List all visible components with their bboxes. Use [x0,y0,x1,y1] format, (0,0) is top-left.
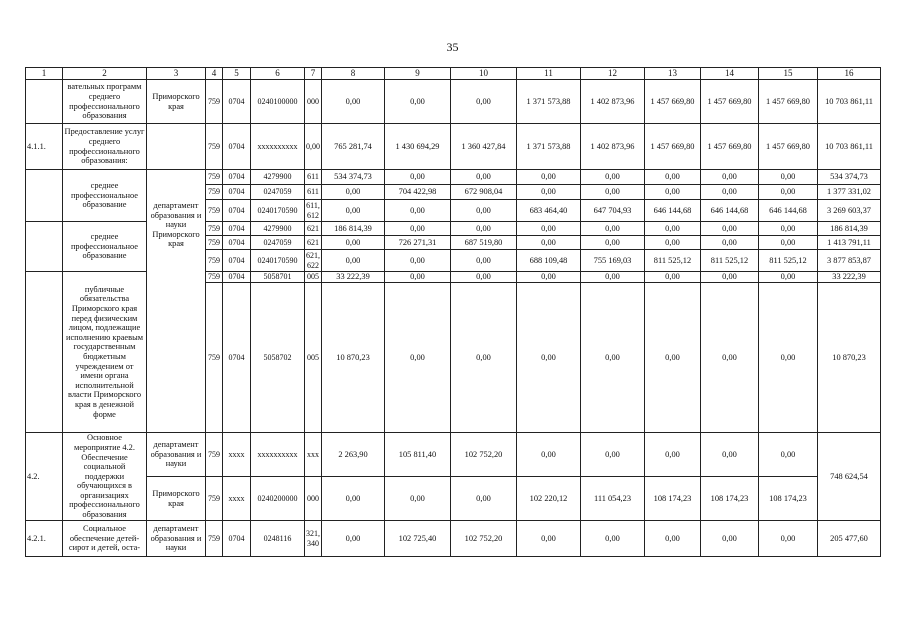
cell-total: 3 877 853,87 [818,250,881,272]
cell-value: 0,00 [581,272,645,283]
col-header: 9 [385,68,451,80]
cell-csr: 0240170590 [251,200,305,222]
cell-name: среднее профессиональное образование [63,170,147,222]
cell-value: 0,00 [451,200,517,222]
cell-rzpr: 0704 [223,170,251,185]
cell-grbs: 759 [206,283,223,433]
cell-csr: 0240100000 [251,80,305,124]
cell-value: 1 457 669,80 [701,80,759,124]
cell-value: 726 271,31 [385,236,451,250]
cell-vr: 611, 612 [306,200,320,220]
cell-rzpr: 0704 [223,200,251,222]
cell-name: Основное мероприятие 4.2. Обеспечение социальной поддержки обучающихся в организациях профессионального образования [63,433,147,521]
cell-value: 0,00 [385,170,451,185]
col-header: 13 [645,68,701,80]
cell-executor [147,124,206,170]
cell-name: Предоставление услуг среднего профессионального образования: [63,124,147,170]
cell-executor: департамент образования и науки [147,433,206,477]
cell-csr: 4279900 [251,170,305,185]
cell-value: 0,00 [701,521,759,557]
cell-value: 1 457 669,80 [759,80,818,124]
cell-value: 0,00 [385,222,451,236]
cell-value: 0,00 [385,283,451,433]
cell-rzpr: 0704 [223,250,251,272]
cell-value: 0,00 [322,477,385,521]
header-row [26,68,881,80]
cell-value: 0,00 [322,521,385,557]
cell-rzpr: 0704 [223,185,251,200]
cell-grbs: 759 [206,80,223,124]
cell-value: 0,00 [322,185,385,200]
col-header: 16 [818,68,881,80]
cell-grbs: 759 [206,170,223,185]
cell-value: 10 870,23 [322,283,385,433]
cell-value: 0,00 [759,222,818,236]
cell-value: 0,00 [517,272,581,283]
cell-value: 1 402 873,96 [581,80,645,124]
cell-rzpr: 0704 [223,124,251,170]
cell-rzpr: 0704 [223,222,251,236]
cell-value: 0,00 [759,272,818,283]
cell-value: 0,00 [517,236,581,250]
cell-value: 811 525,12 [701,250,759,272]
cell-num: 4.1.1. [26,124,63,170]
cell-csr: 0247059 [251,185,305,200]
col-header: 11 [517,68,581,80]
cell-value: 0,00 [701,283,759,433]
table-row [26,521,881,557]
cell-value: 704 422,98 [385,185,451,200]
cell-value: 683 464,40 [517,200,581,222]
cell-name: публичные обязательства Приморского края перед физическим лицом, подлежащие исполнению краевым государственным бюджетным учреждением от имени органа исполнительной власти Приморского края в денежной форме [63,272,147,433]
cell-num: 4.2.1. [26,521,63,557]
cell-rzpr: 0704 [223,80,251,124]
cell-value: 111 054,23 [581,477,645,521]
cell-value: 1 457 669,80 [645,80,701,124]
col-header: 1 [26,68,63,80]
cell-value: 0,00 [581,170,645,185]
col-header: 12 [581,68,645,80]
cell-value: 0,00 [517,170,581,185]
cell-grbs: 759 [206,124,223,170]
cell-value: 0,00 [451,477,517,521]
cell-vr: xxx [305,433,322,477]
cell-value: 0,00 [322,236,385,250]
cell-rzpr: xxxx [223,477,251,521]
col-header: 6 [251,68,305,80]
cell-vr: 000 [305,477,322,521]
cell-grbs: 759 [206,477,223,521]
cell-value: 0,00 [385,477,451,521]
cell-total: 186 814,39 [818,222,881,236]
cell-num [26,170,63,222]
cell-value: 0,00 [451,283,517,433]
cell-value: 0,00 [581,185,645,200]
cell-value: 0,00 [517,433,581,477]
cell-grbs: 759 [206,521,223,557]
cell-vr: 005 [305,272,322,283]
cell-value: 0,00 [451,170,517,185]
col-header: 7 [305,68,322,80]
cell-executor [147,170,206,433]
col-header: 10 [451,68,517,80]
cell-value: 1 457 669,80 [701,124,759,170]
cell-value: 108 174,23 [759,477,818,521]
cell-value: 33 222,39 [322,272,385,283]
cell-csr: 4279900 [251,222,305,236]
cell-value: 1 371 573,88 [517,80,581,124]
cell-total: 205 477,60 [818,521,881,557]
col-header: 4 [206,68,223,80]
cell-value: 647 704,93 [581,200,645,222]
cell-csr: 0240200000 [251,477,305,521]
cell-csr: 0240170590 [251,250,305,272]
cell-value: 0,00 [645,185,701,200]
table-row [26,477,881,521]
budget-table [25,67,881,557]
cell-value: 0,00 [645,222,701,236]
cell-total: 3 269 603,37 [818,200,881,222]
cell-num [26,80,63,124]
cell-csr: 5058701 [251,272,305,283]
cell-value: 0,00 [759,283,818,433]
cell-value: 0,00 [322,80,385,124]
cell-value: 0,00 [759,433,818,477]
col-header: 15 [759,68,818,80]
cell-grbs: 759 [206,433,223,477]
cell-value: 0,00 [451,272,517,283]
cell-value: 1 430 694,29 [385,124,451,170]
cell-executor: Приморского края [147,80,206,124]
cell-grbs: 759 [206,236,223,250]
cell-total: 1 377 331,02 [818,185,881,200]
cell-value: 0,00 [517,283,581,433]
cell-value: 102 752,20 [451,521,517,557]
cell-value: 0,00 [322,200,385,222]
cell-value: 108 174,23 [701,477,759,521]
cell-value: 534 374,73 [322,170,385,185]
cell-total: 10 703 861,11 [818,124,881,170]
cell-value: 811 525,12 [645,250,701,272]
table-row [26,170,881,185]
cell-grbs: 759 [206,222,223,236]
cell-value: 0,00 [645,170,701,185]
cell-value: 0,00 [385,250,451,272]
cell-value: 0,00 [581,521,645,557]
cell-value: 0,00 [645,272,701,283]
cell-num [26,272,63,433]
col-header: 2 [63,68,147,80]
cell-num [26,222,63,272]
page-number: 35 [446,40,459,54]
cell-value: 0,00 [701,236,759,250]
cell-value: 0,00 [517,521,581,557]
cell-value: 765 281,74 [322,124,385,170]
cell-total: 10 703 861,11 [818,80,881,124]
cell-value: 646 144,68 [701,200,759,222]
cell-total: 10 870,23 [818,283,881,433]
cell-vr: 321, 340 [305,521,322,557]
cell-value: 0,00 [701,170,759,185]
cell-value: 0,00 [759,521,818,557]
table-row [26,124,881,170]
cell-value: 0,00 [701,222,759,236]
col-header: 14 [701,68,759,80]
cell-vr: 621 [305,236,322,250]
cell-grbs: 759 [206,185,223,200]
cell-value: 0,00 [322,250,385,272]
cell-value: 811 525,12 [759,250,818,272]
cell-vr: 621, 622 [306,250,320,270]
cell-value: 1 402 873,96 [581,124,645,170]
cell-value: 0,00 [759,236,818,250]
cell-value: 0,00 [759,170,818,185]
cell-value: 646 144,68 [759,200,818,222]
cell-value: 0,00 [451,80,517,124]
cell-name: среднее профессиональное образование [63,222,147,272]
table-row [26,80,881,124]
cell-csr: 0248116 [251,521,305,557]
cell-value: 0,00 [451,250,517,272]
cell-vr: 621 [305,222,322,236]
cell-executor: Приморского края [147,477,206,521]
cell-value: 0,00 [517,222,581,236]
col-header: 5 [223,68,251,80]
cell-value: 0,00 [581,283,645,433]
cell-grbs: 759 [206,272,223,283]
cell-rzpr: 0704 [223,236,251,250]
cell-rzpr: 0704 [223,283,251,433]
cell-total: 33 222,39 [818,272,881,283]
cell-total: 1 413 791,11 [818,236,881,250]
cell-value: 0,00 [581,236,645,250]
executor-text: департамент образования и науки Приморского края [150,201,202,249]
cell-value: 0,00 [581,222,645,236]
cell-value: 0,00 [701,185,759,200]
cell-value: 672 908,04 [451,185,517,200]
cell-value: 688 109,48 [517,250,581,272]
cell-value: 1 457 669,80 [645,124,701,170]
cell-value: 1 457 669,80 [759,124,818,170]
cell-executor: департамент образования и науки [147,521,206,557]
cell-vr: 005 [305,283,322,433]
cell-csr: 5058702 [251,283,305,433]
cell-value: 646 144,68 [645,200,701,222]
cell-value: 0,00 [759,185,818,200]
cell-value: 108 174,23 [645,477,701,521]
cell-vr: 000 [305,80,322,124]
cell-name: вательных программ среднего профессионального образования [63,80,147,124]
cell-value: 0,00 [451,222,517,236]
cell-grbs: 759 [206,250,223,272]
cell-value: 0,00 [645,236,701,250]
cell-value: 102 725,40 [385,521,451,557]
cell-total: 534 374,73 [818,170,881,185]
cell-value: 0,00 [385,272,451,283]
cell-value: 0,00 [645,283,701,433]
cell-value: 1 371 573,88 [517,124,581,170]
cell-rzpr: xxxx [223,433,251,477]
cell-value: 0,00 [385,80,451,124]
cell-grbs: 759 [206,200,223,222]
cell-csr: xxxxxxxxxx [251,124,305,170]
cell-rzpr: 0704 [223,272,251,283]
table-row [26,433,881,477]
cell-csr: xxxxxxxxxx [251,433,305,477]
cell-value: 0,00 [701,433,759,477]
cell-value: 0,00 [517,185,581,200]
cell-total: 748 624,54 [818,433,881,521]
cell-value: 2 263,90 [322,433,385,477]
cell-vr: 611 [305,185,322,200]
cell-value: 0,00 [581,433,645,477]
cell-num: 4.2. [26,433,63,521]
cell-value: 0,00 [645,521,701,557]
cell-vr: 0,00 [305,124,322,170]
cell-value: 755 169,03 [581,250,645,272]
cell-value: 102 752,20 [451,433,517,477]
cell-name: Социальное обеспечение детей-сирот и детей, оста- [63,521,147,557]
cell-vr: 611 [305,170,322,185]
cell-value: 1 360 427,84 [451,124,517,170]
cell-value: 102 220,12 [517,477,581,521]
cell-value: 0,00 [385,200,451,222]
col-header: 8 [322,68,385,80]
col-header: 3 [147,68,206,80]
cell-rzpr: 0704 [223,521,251,557]
cell-value: 186 814,39 [322,222,385,236]
cell-value: 105 811,40 [385,433,451,477]
cell-value: 687 519,80 [451,236,517,250]
cell-csr: 0247059 [251,236,305,250]
cell-value: 0,00 [645,433,701,477]
cell-value: 0,00 [701,272,759,283]
